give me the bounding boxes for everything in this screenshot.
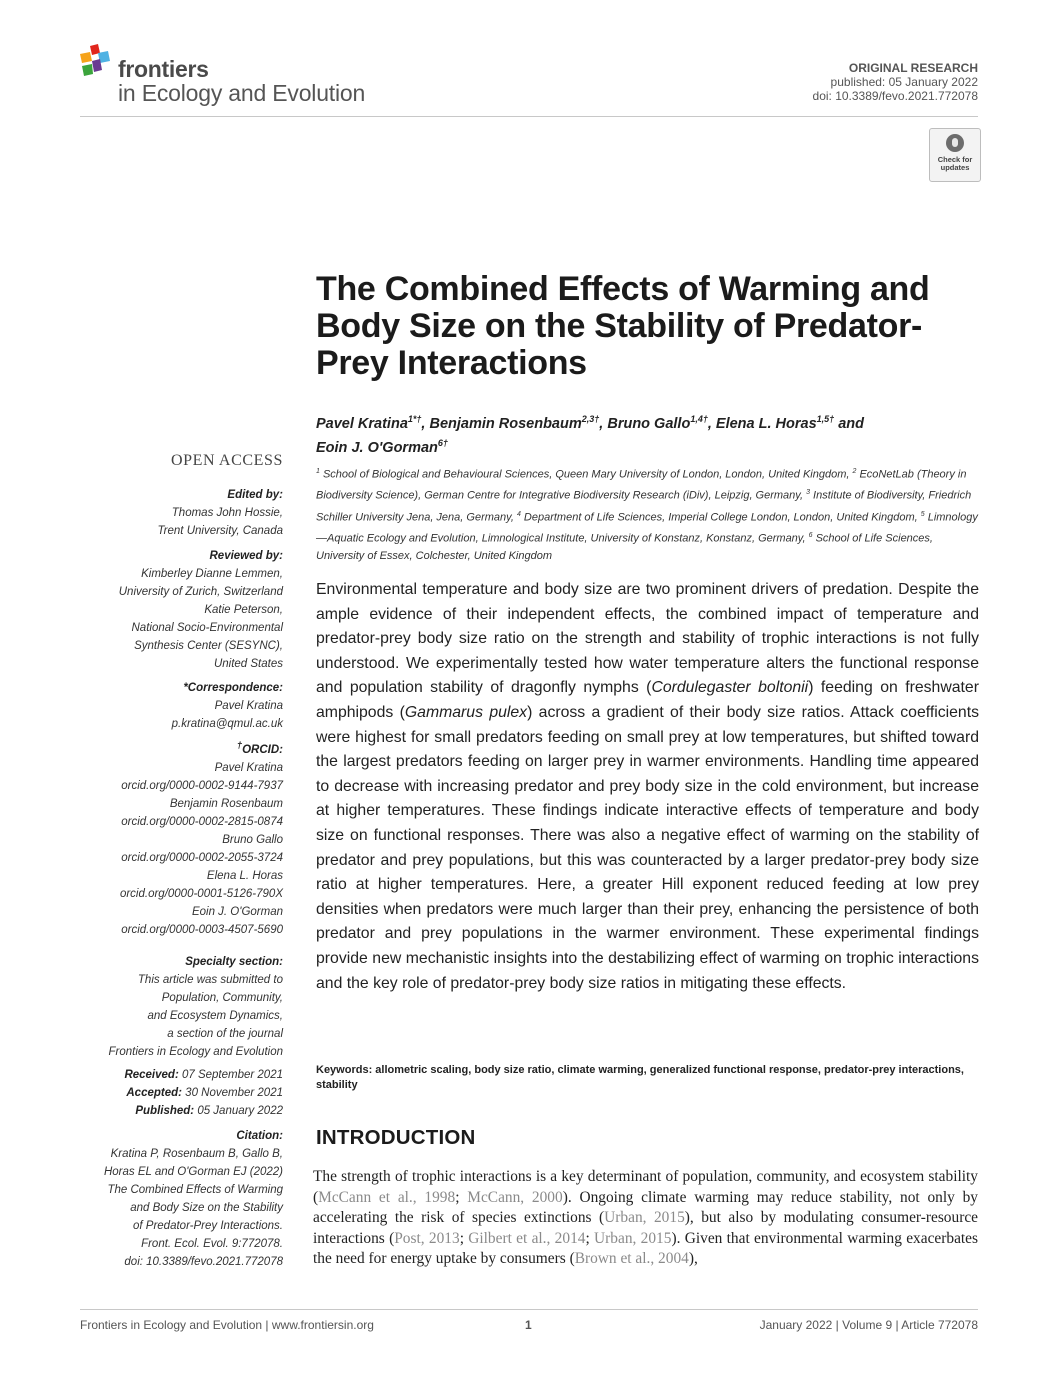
specialty-section-block: Specialty section: This article was submitted to Population, Community, and Ecosystem Dynamics, a section of the journal Frontiers in Ecology and Evolution — [108, 956, 283, 1058]
author-name: Elena L. Horas — [715, 415, 817, 432]
dates-block: Received: 07 September 2021 Accepted: 30 November 2021 Published: 05 January 2022 — [124, 1069, 283, 1117]
keywords: Keywords: allometric scaling, body size ratio, climate warming, generalized functional response, predator-prey interactions, stability — [316, 1064, 964, 1091]
abstract: Environmental temperature and body size are two prominent drivers of predation. Despite the ample evidence of their independent effects, the combined impact of temperature and predator-prey body size ratio on the strength and stability of trophic interactions is not fully understood. We experimentally tested how water temperature alters the functional response and population stability of dragonfly nymphs (Cordulegaster boltonii) feeding on freshwater amphipods (Gammarus pulex) across a gradient of their body size ratios. Attack coefficients were highest for small predators feeding on small prey at low temperatures, but shifted toward the largest predators feeding on larger prey in warmer environments. Handling time appeared to decrease with increasing predator and prey body size in the cold environment, but increase at higher temperatures. These findings indicate interactive effects of temperature and body size on functional responses. There was also a negative effect of warming on the stability of predator and prey populations, but this was counteracted by a larger predator-prey body size ratio at higher temperatures. Here, a greater Hill exponent reduced feeding at low prey densities when predators were much larger than their prey, enhancing the persistence of both predator and prey populations in the warmer environment. These experimental findings provide new mechanistic insights into the destabilizing effect of warming on trophic interactions and the key role of predator-prey body size ratios in mitigating these effects. — [316, 581, 979, 992]
orcid-link[interactable]: orcid.org/0000-0002-2815-0874 — [121, 815, 283, 828]
orcid-link[interactable]: orcid.org/0000-0002-2055-3724 — [121, 851, 283, 864]
edited-by-block: Edited by: Thomas John Hossie, Trent University, Canada — [157, 489, 283, 537]
introduction-paragraph: The strength of trophic interactions is a key determinant of population, community, and ecosystem stability (McCann et al., 1998; McCann, 2000). Ongoing climate warming may reduce stability, not only by accelerating the risk of species extinctions (Urban, 2015), but also by modulating consumer-resource interactions (Post, 2013; Gilbert et al., 2014; Urban, 2015). Given that environmental warming exacerbates the need for energy uptake by consumers (Brown et al., 2004), — [313, 1168, 978, 1268]
article-type: ORIGINAL RESEARCH — [848, 61, 978, 75]
citation-link[interactable]: Urban, 2015 — [594, 1229, 672, 1247]
orcid-link[interactable]: orcid.org/0000-0003-4507-5690 — [121, 923, 283, 936]
author-name: Bruno Gallo — [607, 415, 691, 432]
citation-link[interactable]: Post, 2013 — [394, 1229, 460, 1247]
footer-journal-link[interactable]: Frontiers in Ecology and Evolution | www.frontiersin.org — [80, 1318, 374, 1332]
footer-divider — [80, 1309, 978, 1310]
citation-block: Citation: Kratina P, Rosenbaum B, Gallo B, Horas EL and O'Gorman EJ (2022) The Combined Effects of Warming and Body Size on the Stability of Predator-Prey Interactions. Front. Ecol. Evol. 9:772078. doi: 10.3389/fevo.2021.772078 — [103, 1130, 283, 1268]
published-date: published: 05 January 2022 — [830, 75, 978, 89]
header-divider — [80, 116, 978, 117]
affiliations: $^1$ School of Biological and Behavioural Sciences, Queen Mary University of London, London, United Kingdom, $^2$ EcoNetLab (Theory in Biodiversity Science), German Centre for Integrative Biodiversity Research (iDiv), Leipzig, Germany, $^3$ Institute of Biodiversity, Friedrich Schiller University Jena, Jena, Germany, $^4$ Department of Life Sciences, Imperial College London, London, United Kingdom, $^5$ Limnology—Aquatic Ecology and Evolution, Limnological Institute, University of Konstanz, Konstanz, Germany, $^6$ School of Life Sciences, University of Essex, Colchester, United Kingdom — [316, 468, 978, 562]
citation-link[interactable]: McCann, 2000 — [467, 1188, 563, 1206]
footer-issue-info: January 2022 | Volume 9 | Article 772078 — [759, 1318, 978, 1332]
article-title: The Combined Effects of Warming and Body Size on the Stability of Predator-Prey Interactions — [316, 270, 930, 382]
author-name: Benjamin Rosenbaum — [429, 415, 582, 432]
species-name: Cordulegaster boltonii — [651, 679, 809, 697]
citation-link[interactable]: McCann et al., 1998 — [318, 1188, 456, 1206]
species-name: Gammarus pulex — [404, 703, 528, 721]
citation-link[interactable]: Brown et al., 2004 — [574, 1250, 689, 1268]
open-access-label: OPEN ACCESS — [171, 452, 283, 469]
journal-brand-name: frontiers — [118, 56, 209, 82]
correspondence-block: *Correspondence: Pavel Kratina p.kratina@qmul.ac.uk — [53, 679, 283, 733]
author-name: Pavel Kratina — [316, 415, 408, 432]
article-doi[interactable]: doi: 10.3389/fevo.2021.772078 — [812, 89, 978, 103]
orcid-link[interactable]: orcid.org/0000-0001-5126-790X — [119, 887, 283, 900]
reviewed-by-block: Reviewed by: Kimberley Dianne Lemmen, University of Zurich, Switzerland Katie Peterson, National Socio-Environmental Synthesis Center (SESYNC), United States — [118, 550, 283, 670]
citation-link[interactable]: Gilbert et al., 2014 — [468, 1229, 586, 1247]
check-badge-label: Check for updates — [937, 155, 973, 172]
correspondence-email[interactable]: p.kratina@qmul.ac.uk — [171, 718, 283, 730]
author-list: Pavel Kratina$^{1*\dagger}$, Benjamin Rosenbaum$^{2,3\dagger}$, Bruno Gallo$^{1,4\dagger}$, Elena L. Horas$^{1,5\dagger}$ and Eoin J. O'Gorman$^{6\dagger}$ — [316, 414, 864, 456]
citation-link[interactable]: Urban, 2015 — [604, 1209, 685, 1227]
journal-brand-subtitle: in Ecology and Evolution — [118, 80, 366, 106]
author-name: Eoin J. O'Gorman — [316, 439, 438, 456]
orcid-block: †ORCID: Pavel Kratina orcid.org/0000-0002-9144-7937 Benjamin Rosenbaum orcid.org/0000-0002-2815-0874 Bruno Gallo orcid.org/0000-0002-2055-3724 Elena L. Horas orcid.org/0000-0001-5126-790X Eoin J. O'Gorman orcid.org/0000-0003-4507-5690 — [53, 737, 283, 939]
frontiers-logo-icon — [80, 44, 114, 80]
check-for-updates-badge[interactable] — [929, 128, 981, 182]
orcid-link[interactable]: orcid.org/0000-0002-9144-7937 — [121, 779, 283, 792]
page-number: 1 — [525, 1318, 532, 1332]
introduction-heading: INTRODUCTION — [316, 1126, 476, 1149]
crossmark-icon — [946, 134, 964, 152]
article-meta — [813, 61, 978, 103]
